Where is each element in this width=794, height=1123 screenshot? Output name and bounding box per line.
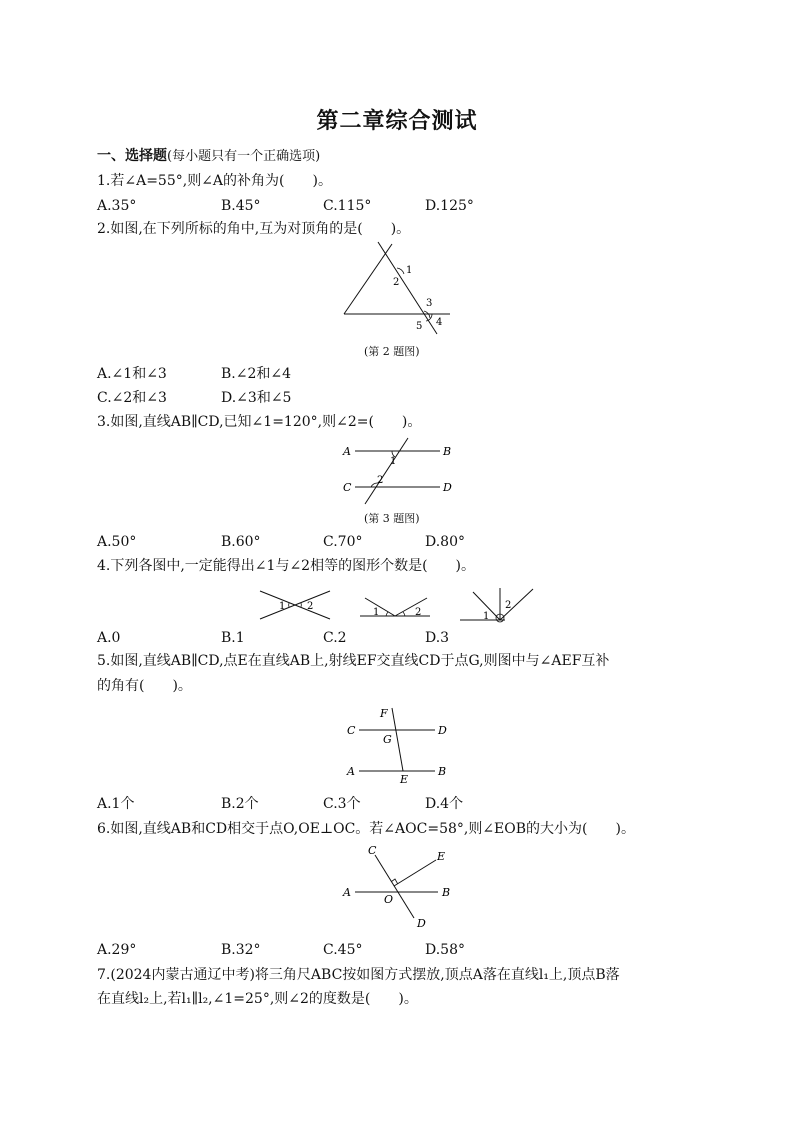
q4-fig2-arc-2 (403, 612, 405, 616)
q4-fig2-arc-1 (386, 612, 388, 616)
page-title: 第二章综合测试 (316, 108, 478, 134)
q3-option-d: D.80° (425, 534, 465, 550)
q4-fig3-label-1: 1 (483, 611, 490, 622)
q3-label-a: A (343, 445, 351, 458)
q4-fig2-label-2: 2 (415, 607, 422, 618)
q5-ray-ef (392, 708, 403, 771)
q2-figure (340, 238, 460, 338)
q5-label-b: B (438, 765, 447, 778)
q2-label-3: 3 (426, 298, 433, 309)
q1-option-c: C.115° (323, 198, 372, 214)
q1-option-a: A.35° (97, 198, 137, 214)
q3-caption: (第 3 题图) (364, 512, 420, 525)
q3-label-c: C (343, 481, 352, 494)
q3-option-c: C.70° (323, 534, 363, 550)
q6-label-b: B (442, 886, 451, 899)
q3-label-2: 2 (377, 475, 384, 486)
q4-fig3-label-2: 2 (505, 600, 512, 611)
q3-figure (340, 436, 460, 506)
q2-option-a: A.∠1和∠3 (97, 366, 167, 382)
question-5-stem-2: 的角有( )。 (97, 678, 192, 694)
q4-fig2-label-1: 1 (373, 607, 380, 618)
question-5-stem-1: 5.如图,直线AB∥CD,点E在直线AB上,射线EF交直线CD于点G,则图中与∠AEF互补 (97, 653, 610, 669)
q3-option-b: B.60° (221, 534, 261, 550)
q3-transversal (365, 438, 408, 504)
q6-figure (340, 843, 460, 933)
q3-label-b: B (443, 445, 452, 458)
q5-option-a: A.1个 (97, 796, 135, 812)
q4-figures (255, 586, 545, 626)
q4-fig1-label-1: 1 (279, 601, 286, 612)
question-6-stem: 6.如图,直线AB和CD相交于点O,OE⊥OC。若∠AOC=58°,则∠EOB的大小为( )。 (97, 821, 635, 837)
q5-option-d: D.4个 (425, 796, 464, 812)
q4-fig2-ray-b (395, 598, 427, 616)
q1-option-b: B.45° (221, 198, 261, 214)
q4-option-b: B.1 (221, 630, 245, 646)
q6-option-c: C.45° (323, 942, 363, 958)
question-3-stem: 3.如图,直线AB∥CD,已知∠1=120°,则∠2=( )。 (97, 414, 422, 430)
q3-label-d: D (443, 481, 452, 494)
q5-option-b: B.2个 (221, 796, 259, 812)
q5-label-c: C (347, 724, 356, 737)
q6-label-o: O (384, 893, 394, 906)
question-2-stem: 2.如图,在下列所标的角中,互为对顶角的是( )。 (97, 221, 411, 237)
q6-line-cd (375, 855, 414, 918)
section-heading-text: 一、选择题 (97, 148, 167, 164)
section-heading (97, 147, 320, 166)
q2-label-4: 4 (436, 317, 443, 328)
question-1-stem: 1.若∠A=55°,则∠A的补角为( )。 (97, 173, 332, 189)
q5-option-c: C.3个 (323, 796, 361, 812)
q6-label-a: A (343, 886, 351, 899)
q2-line-1 (344, 244, 392, 314)
section-note: (每小题只有一个正确选项) (167, 149, 321, 164)
q4-fig2-ray-a (365, 598, 395, 616)
q2-caption: (第 2 题图) (364, 345, 420, 358)
q6-option-b: B.32° (221, 942, 261, 958)
q3-label-1: 1 (390, 456, 397, 467)
q4-fig1-label-2: 2 (307, 601, 314, 612)
question-4-stem: 4.下列各图中,一定能得出∠1与∠2相等的图形个数是( )。 (97, 558, 476, 574)
q2-label-1: 1 (406, 265, 413, 276)
q6-label-c: C (368, 844, 377, 857)
q6-option-d: D.58° (425, 942, 465, 958)
q6-label-d: D (417, 917, 426, 930)
question-7-stem-1: 7.(2024内蒙古通辽中考)将三角尺ABC按如图方式摆放,顶点A落在直线l₁上,顶点B落 (97, 967, 620, 983)
q2-label-5: 5 (416, 321, 423, 332)
q2-option-d: D.∠3和∠5 (221, 390, 292, 406)
q2-option-b: B.∠2和∠4 (221, 366, 292, 382)
q6-option-a: A.29° (97, 942, 137, 958)
q5-label-e: E (400, 773, 409, 786)
q5-label-d: D (438, 724, 447, 737)
q4-option-a: A.0 (97, 630, 121, 646)
q5-label-a: A (347, 765, 355, 778)
q4-option-c: C.2 (323, 630, 347, 646)
q2-label-2: 2 (393, 277, 400, 288)
q5-figure (345, 705, 455, 785)
q4-option-d: D.3 (425, 630, 450, 646)
q6-ray-oe (394, 860, 436, 886)
q2-option-c: C.∠2和∠3 (97, 390, 167, 406)
q5-label-g: G (383, 733, 392, 746)
q6-label-e: E (437, 850, 446, 863)
q5-label-f: F (380, 707, 388, 720)
q1-option-d: D.125° (425, 198, 474, 214)
q3-option-a: A.50° (97, 534, 137, 550)
question-7-stem-2: 在直线l₂上,若l₁∥l₂,∠1=25°,则∠2的度数是( )。 (97, 991, 418, 1007)
